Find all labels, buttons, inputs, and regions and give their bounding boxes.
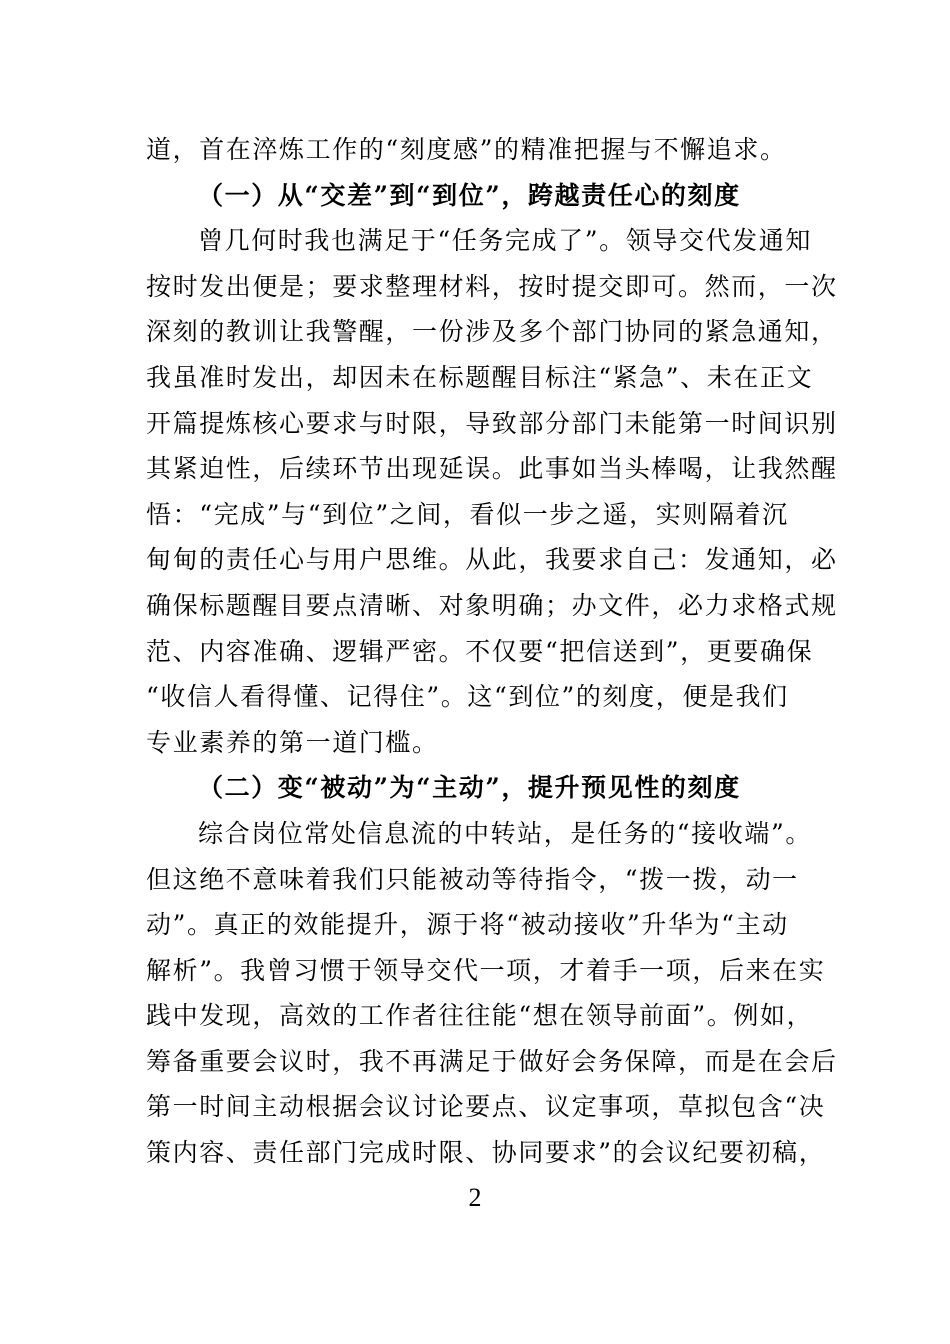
paragraph-line: 策内容、责任部门完成时限、协同要求”的会议纪要初稿，	[146, 1138, 826, 1168]
paragraph-line: 筹备重要会议时，我不再满足于做好会务保障，而是在会后	[146, 1046, 838, 1076]
paragraph-line: 但这绝不意味着我们只能被动等待指令，“拨一拨，动一	[146, 864, 799, 894]
paragraph-line: 第一时间主动根据会议讨论要点、议定事项，草拟包含“决	[146, 1092, 826, 1122]
paragraph-line: “收信人看得懂、记得住”。这“到位”的刻度，便是我们	[146, 682, 789, 712]
body-text	[146, 127, 838, 1176]
paragraph-line: 开篇提炼核心要求与时限，导致部分部门未能第一时间识别	[146, 408, 838, 438]
paragraph-line: 悟：“完成”与“到位”之间，看似一步之遥，实则隔着沉	[146, 499, 789, 529]
paragraph-continuation-line: 道，首在淬炼工作的“刻度感”的精准把握与不懈追求。	[146, 135, 787, 164]
section-heading-2: （二）变“被动”为“主动”，提升预见性的刻度	[198, 773, 741, 803]
paragraph-line: 范、内容准确、逻辑严密。不仅要“把信送到”，更要确保	[146, 636, 814, 666]
paragraph-line: 我虽准时发出，却因未在标题醒目标注“紧急”、未在正文	[146, 362, 814, 392]
paragraph-line: 甸甸的责任心与用户思维。从此，我要求自己：发通知，必	[146, 545, 838, 575]
paragraph-line: 动”。真正的效能提升，源于将“被动接收”升华为“主动	[146, 910, 789, 940]
paragraph-line: 确保标题醒目要点清晰、对象明确；办文件，必力求格式规	[146, 590, 838, 620]
paragraph-line: 践中发现，高效的工作者往往能“想在领导前面”。例如，	[146, 1001, 814, 1031]
paragraph-line: 按时发出便是；要求整理材料，按时提交即可。然而，一次	[146, 271, 838, 301]
paragraph-line: 深刻的教训让我警醒，一份涉及多个部门协同的紧急通知，	[146, 317, 838, 347]
paragraph-line: 专业素养的第一道门槛。	[146, 727, 439, 757]
paragraph-line: 曾几何时我也满足于“任务完成了”。领导交代发通知	[198, 226, 812, 256]
paragraph-line: 解析”。我曾习惯于领导交代一项，才着手一项，后来在实	[146, 955, 826, 985]
paragraph-line: 其紧迫性，后续环节出现延误。此事如当头棒喝，让我然醒	[146, 454, 838, 484]
section-heading-1: （一）从“交差”到“到位”，跨越责任心的刻度	[198, 180, 741, 210]
page-number: 2	[468, 1183, 482, 1212]
paragraph-line: 综合岗位常处信息流的中转站，是任务的“接收端”。	[198, 818, 812, 848]
